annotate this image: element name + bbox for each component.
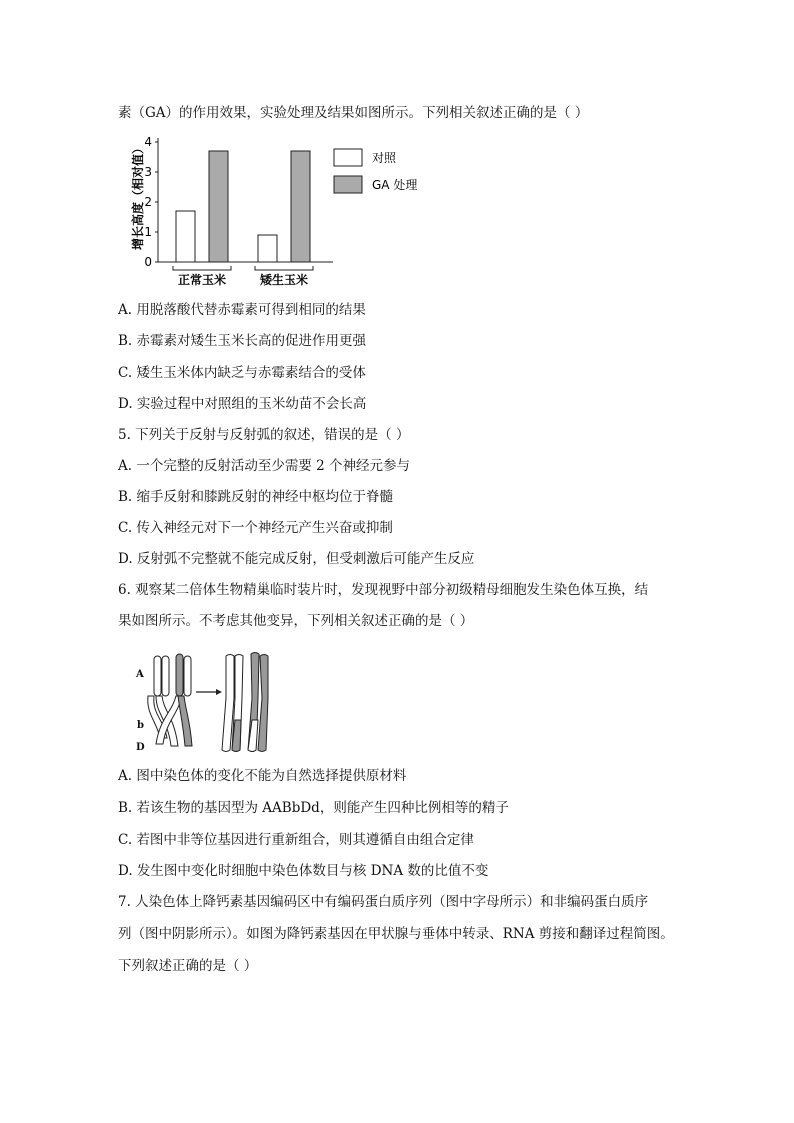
x-tick-label: 矮生玉米: [259, 273, 309, 287]
category-bracket: [173, 266, 231, 270]
bar-chart: [128, 132, 448, 292]
chromosome-crossover-diagram: [134, 650, 284, 755]
q6-option-d: D. 发生图中变化时细胞中染色体数目与核 DNA 数的比值不变: [118, 863, 489, 879]
question-4-stem-tail: 素（GA）的作用效果，实验处理及结果如图所示。下列相关叙述正确的是（ ）: [118, 105, 589, 121]
q4-option-a: A. 用脱落酸代替赤霉素可得到相同的结果: [118, 302, 366, 318]
y-tick-label: 2: [144, 195, 152, 209]
gene-label-b: b: [137, 720, 144, 731]
legend-swatch: [334, 176, 362, 193]
q7-stem-line-3: 下列叙述正确的是（ ）: [118, 958, 258, 974]
q6-option-a: A. 图中染色体的变化不能为自然选择提供原材料: [118, 768, 407, 784]
legend-swatch: [334, 149, 362, 166]
q6-stem-line-1: 6. 观察某二倍体生物精巢临时装片时，发现视野中部分初级精母细胞发生染色体互换，结: [118, 582, 649, 598]
legend-label: 对照: [372, 151, 397, 165]
q5-option-a: A. 一个完整的反射活动至少需要 2 个神经元参与: [118, 458, 411, 474]
chromosome-pair-before: [148, 654, 192, 746]
y-tick-label: 3: [144, 165, 152, 179]
bar-0-0: [176, 211, 195, 262]
bar-0-1: [209, 151, 228, 262]
q6-option-b: B. 若该生物的基因型为 AABbDd，则能产生四种比例相等的精子: [118, 800, 509, 816]
q4-option-b: B. 赤霉素对矮生玉米长高的促进作用更强: [118, 333, 367, 349]
y-tick-label: 0: [144, 255, 152, 269]
gene-label-d: D: [136, 742, 145, 753]
x-tick-label: 正常玉米: [177, 273, 227, 287]
category-bracket: [255, 266, 313, 270]
q4-option-c: C. 矮生玉米体内缺乏与赤霉素结合的受体: [118, 365, 366, 381]
q7-stem-line-1: 7. 人染色体上降钙素基因编码区中有编码蛋白质序列（图中字母所示）和非编码蛋白质序: [118, 894, 649, 910]
y-axis-label: 增长高度（相对值）: [131, 141, 145, 251]
q7-stem-line-2: 列（图中阴影所示）。如图为降钙素基因在甲状腺与垂体中转录、RNA 剪接和翻译过程简图。: [118, 926, 674, 942]
q6-stem-line-2: 果如图所示。不考虑其他变异，下列相关叙述正确的是（ ）: [118, 613, 474, 629]
gene-label-a: A: [136, 669, 144, 680]
bar-1-0: [258, 235, 277, 262]
q5-option-c: C. 传入神经元对下一个神经元产生兴奋或抑制: [118, 520, 393, 536]
q6-option-c: C. 若图中非等位基因进行重新组合，则其遵循自由组合定律: [118, 832, 474, 848]
q5-option-b: B. 缩手反射和膝跳反射的神经中枢均位于脊髓: [118, 489, 394, 505]
q4-option-d: D. 实验过程中对照组的玉米幼苗不会长高: [118, 396, 367, 412]
q5-stem: 5. 下列关于反射与反射弧的叙述，错误的是（ ）: [118, 427, 410, 443]
y-tick-label: 4: [144, 135, 152, 149]
q5-option-d: D. 反射弧不完整就不能完成反射，但受刺激后可能产生反应: [118, 551, 475, 567]
chromosome-pair-after: [222, 653, 268, 752]
bar-1-1: [291, 151, 310, 262]
legend-label: GA 处理: [372, 178, 418, 192]
y-tick-label: 1: [144, 225, 152, 239]
